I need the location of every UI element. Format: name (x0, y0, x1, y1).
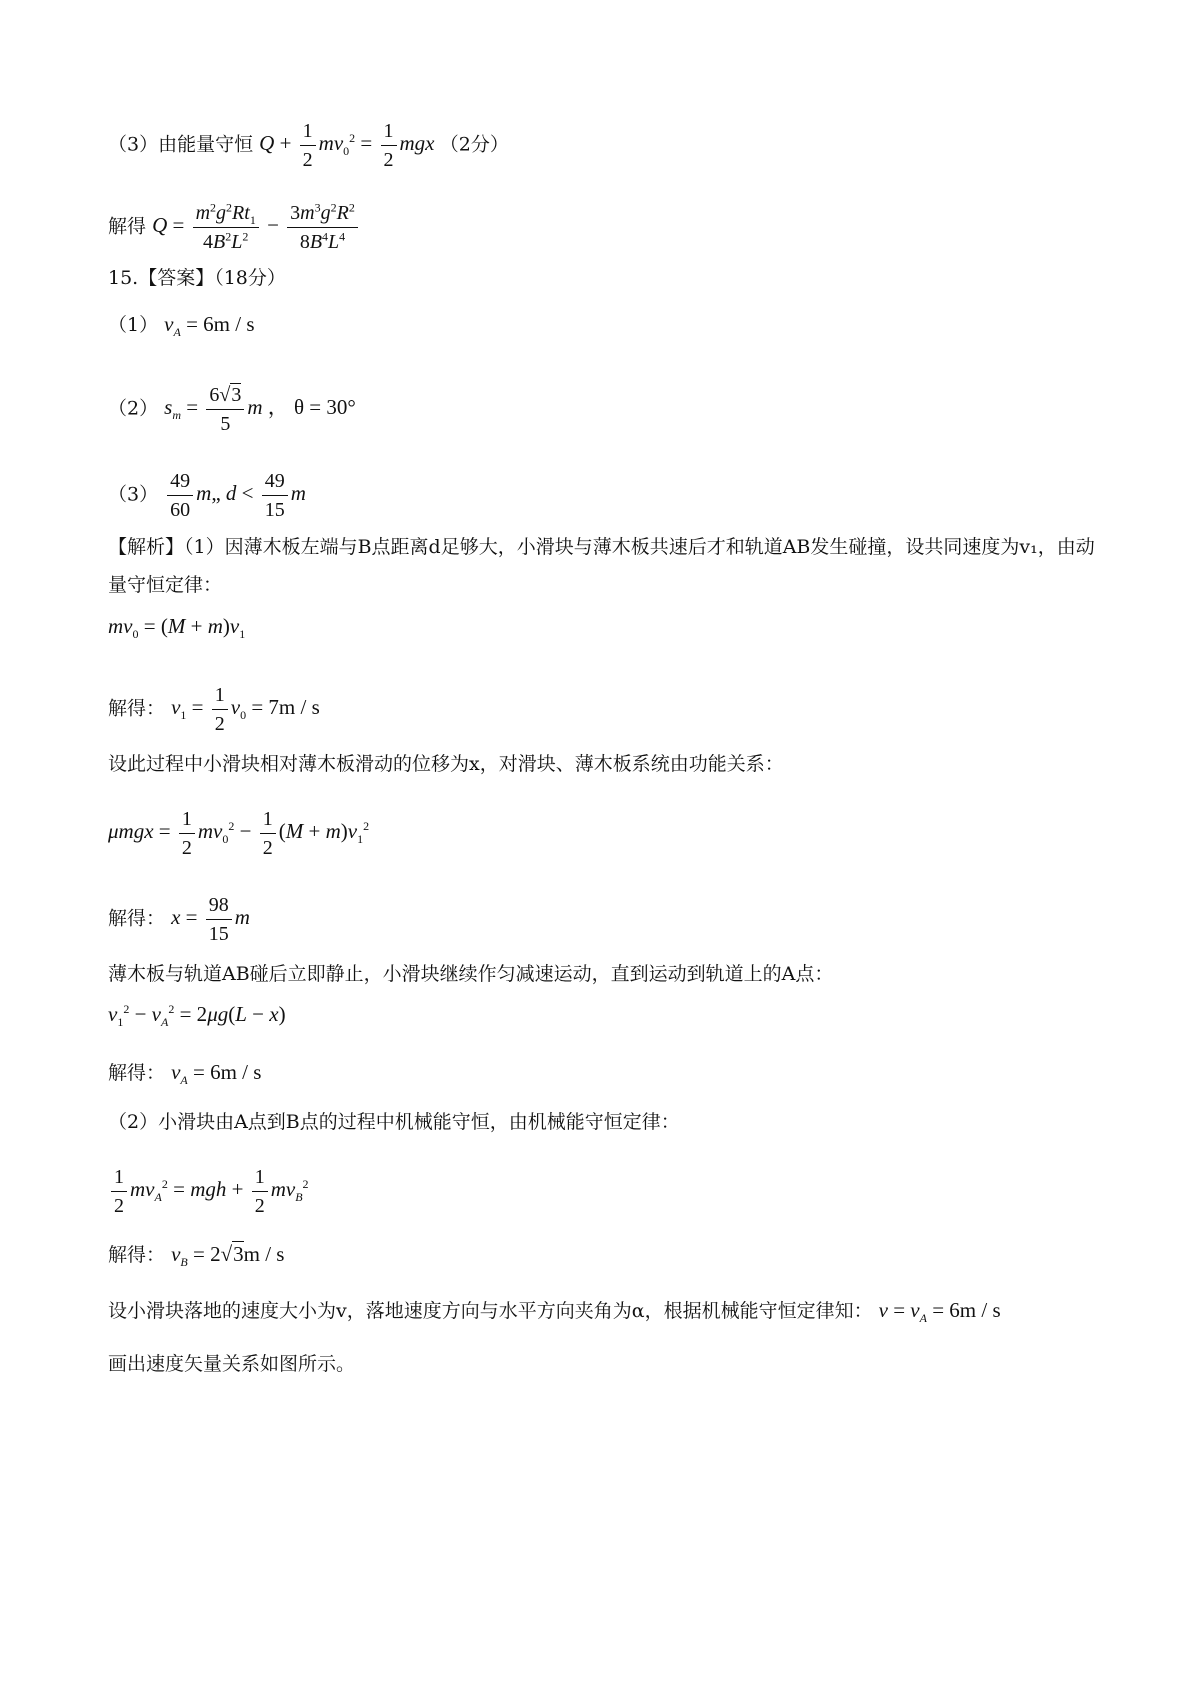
landing-text: 设小滑块落地的速度大小为v，落地速度方向与水平方向夹角为α，根据机械能守恒定律知： $v = v_A = 6m / s$ (108, 1298, 1001, 1326)
solve-label-x: 解得： (108, 907, 166, 930)
v1-result: 解得： $v_1$ = $\frac{1}{2}$ $v_0 = 7m / s$ (108, 684, 320, 735)
va-result-value: 6m / s (210, 1060, 262, 1084)
va-result: 解得： $v_A = 6m / s$ (108, 1060, 262, 1088)
answer-2-label: （2） (108, 397, 159, 420)
answer-1-label: （1） (108, 314, 159, 336)
part-2-text: （2）小滑块由A点到B点的过程中机械能守恒，由机械能守恒定律： (108, 1111, 680, 1133)
sm-denominator: 5 (220, 413, 231, 435)
answer-2 (108, 382, 1100, 437)
answer-3-inequality: $\frac{49}{60}$ m„ d < $\frac{49}{15}$ m (164, 481, 306, 505)
d-high-denominator: 15 (264, 499, 285, 521)
x-denominator: 15 (208, 923, 229, 945)
v1-value: 7m / s (268, 695, 320, 720)
momentum-equation: $mv_0 = (M + m)v_1$ (108, 614, 246, 642)
draw-text: 画出速度矢量关系如图所示。 (108, 1353, 356, 1375)
points-label: （2分） (439, 133, 509, 156)
solve-label: 解得 (108, 215, 147, 238)
mechanical-energy-equation: $\frac{1}{2}$ $mv_A^2$ = mgh + $\frac{1}{2}$ $mv_B^2$ (108, 1164, 1100, 1219)
board-text: 薄木板与轨道AB碰后立即静止，小滑块继续作匀减速运动，直到运动到轨道上的A点： (108, 963, 834, 985)
d-high-numerator: 49 (262, 468, 288, 496)
solve-label-vb: 解得： (108, 1244, 166, 1266)
energy-conservation-text: （3）由能量守恒 (108, 133, 254, 156)
q-result-line (108, 200, 1100, 255)
d-low-numerator: 49 (167, 468, 193, 496)
answer-3-label: （3） (108, 483, 159, 506)
work-energy-equation: μmgx = $\frac{1}{2}$ $mv_0^2$ − $\frac{1}{2}$ $(M + m)v_1^2$ (108, 808, 370, 859)
d-low-denominator: 60 (170, 499, 191, 521)
answer-3 (108, 468, 1100, 523)
q-result-equation: Q = $\frac{m^2g^2Rt_1}{4B^2L^2}$ − $\frac{3m^3g^2R^2}{8B^4L^4}$ (152, 213, 361, 237)
answer-1 (108, 310, 1100, 339)
answer-2-equation: $s_m$ = $\frac{6√3}{5}$ m ， θ = 30° (164, 384, 356, 435)
x-result: 解得： x = $\frac{98}{15}$ m (108, 894, 250, 945)
question-15-header: 15.【答案】（18分） (108, 267, 286, 289)
energy-conservation-line (108, 118, 1100, 173)
theta-value: θ = 30° (294, 395, 356, 420)
landing-description: 设小滑块落地的速度大小为v，落地速度方向与水平方向夹角为α，根据机械能守恒定律知： (108, 1300, 873, 1322)
energy-equation: Q + $\frac{1}{2}$ $mv_0^2$ = $\frac{1}{2}$ mgx (259, 120, 435, 171)
process-text: 设此过程中小滑块相对薄木板滑动的位移为x，对滑块、薄木板系统由功能关系： (108, 753, 784, 775)
va-value: 6m / s (203, 312, 255, 336)
x-numerator: 98 (206, 892, 232, 920)
solve-label-va: 解得： (108, 1062, 166, 1084)
solve-label-v1: 解得： (108, 697, 166, 720)
analysis-paragraph: 【解析】（1）因薄木板左端与B点距离d足够大，小滑块与薄木板共速后才和轨道AB发生碰撞，设共同速度为v₁，由动量守恒定律： (108, 536, 1095, 596)
answer-1-equation: $v_A = 6m / s$ (164, 312, 255, 340)
vb-result: 解得： $v_B = 2√3m / s$ (108, 1242, 285, 1270)
kinematics-equation: $v_1^2 - v_A^2 = 2\mu g(L - x)$ (108, 1002, 286, 1030)
